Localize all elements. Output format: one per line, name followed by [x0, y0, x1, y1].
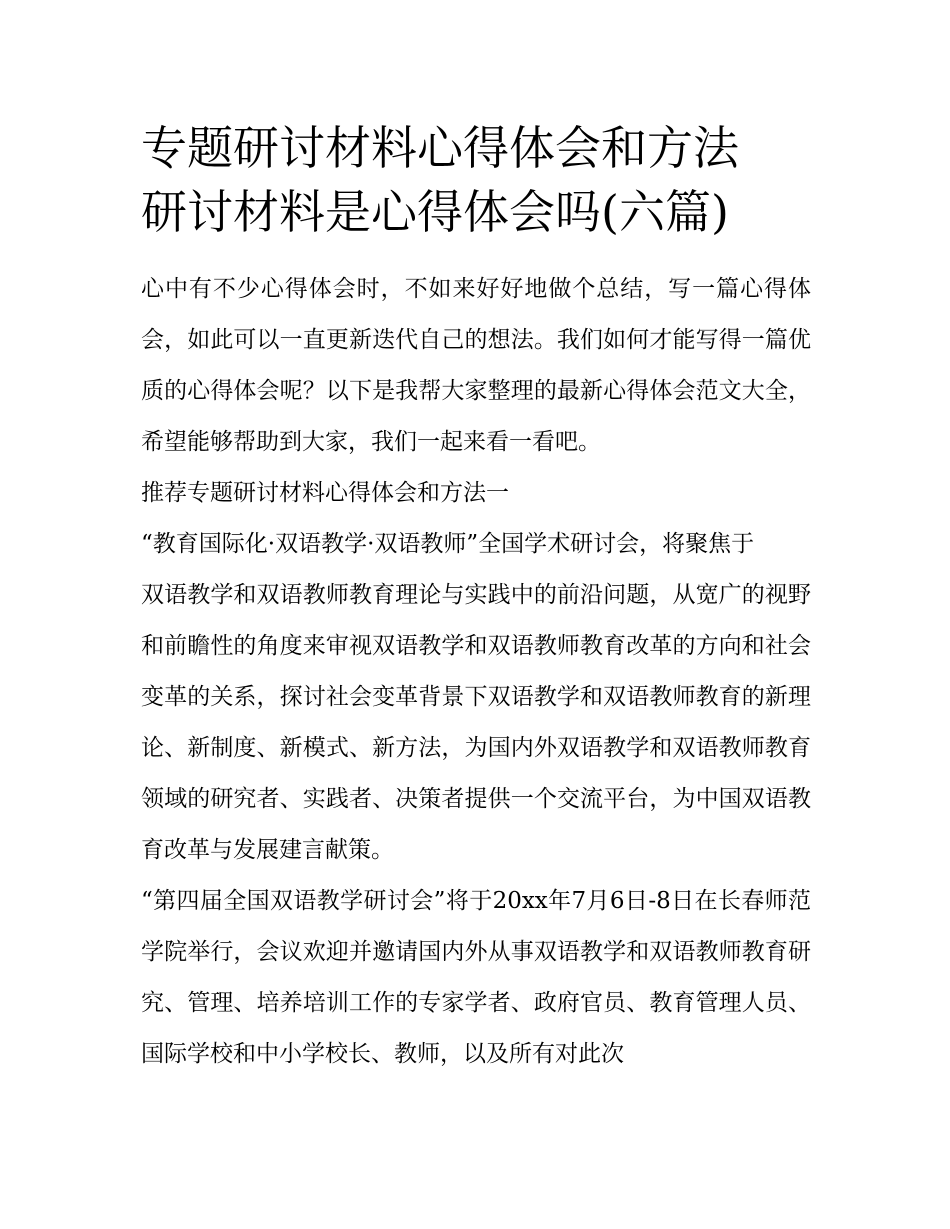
conference-intro-line: “教育国际化·双语教学·双语教师”全国学术研讨会，将聚焦于: [141, 531, 755, 557]
intro-paragraph: 心中有不少心得体会时，不如来好好地做个总结，写一篇心得体会，如此可以一直更新迭代自己的想法。我们如何才能写得一篇优质的心得体会呢？以下是我帮大家整理的最新心得体会范文大全，希望能够帮助到大家，我们一起来看一看吧。: [141, 276, 811, 455]
conference-description-paragraph: 双语教学和双语教师教育理论与实践中的前沿问题，从宽广的视野和前瞻性的角度来审视双语教学和双语教师教育改革的方向和社会变革的关系，探讨社会变革背景下双语教学和双语教师教育的新理论、新制度、新模式、新方法，为国内外双语教学和双语教师教育领域的研究者、实践者、决策者提供一个交流平台，为中国双语教育改革与发展建言献策。: [141, 582, 811, 863]
title-line-2: 研讨材料是心得体会吗(六篇): [141, 185, 729, 239]
document-page: [141, 116, 811, 1080]
section-heading: 推荐专题研讨材料心得体会和方法一: [141, 480, 509, 506]
title-line-1: 专题研讨材料心得体会和方法: [141, 121, 739, 175]
document-body: [141, 264, 811, 1080]
document-title: [141, 116, 811, 244]
conference-details-paragraph: “第四届全国双语教学研讨会”将于20xx年7月6日-8日在长春师范学院举行，会议欢迎并邀请国内外从事双语教学和双语教师教育研究、管理、培养培训工作的专家学者、政府官员、教育管理人员、国际学校和中小学校长、教师，以及所有对此次: [141, 888, 811, 1067]
